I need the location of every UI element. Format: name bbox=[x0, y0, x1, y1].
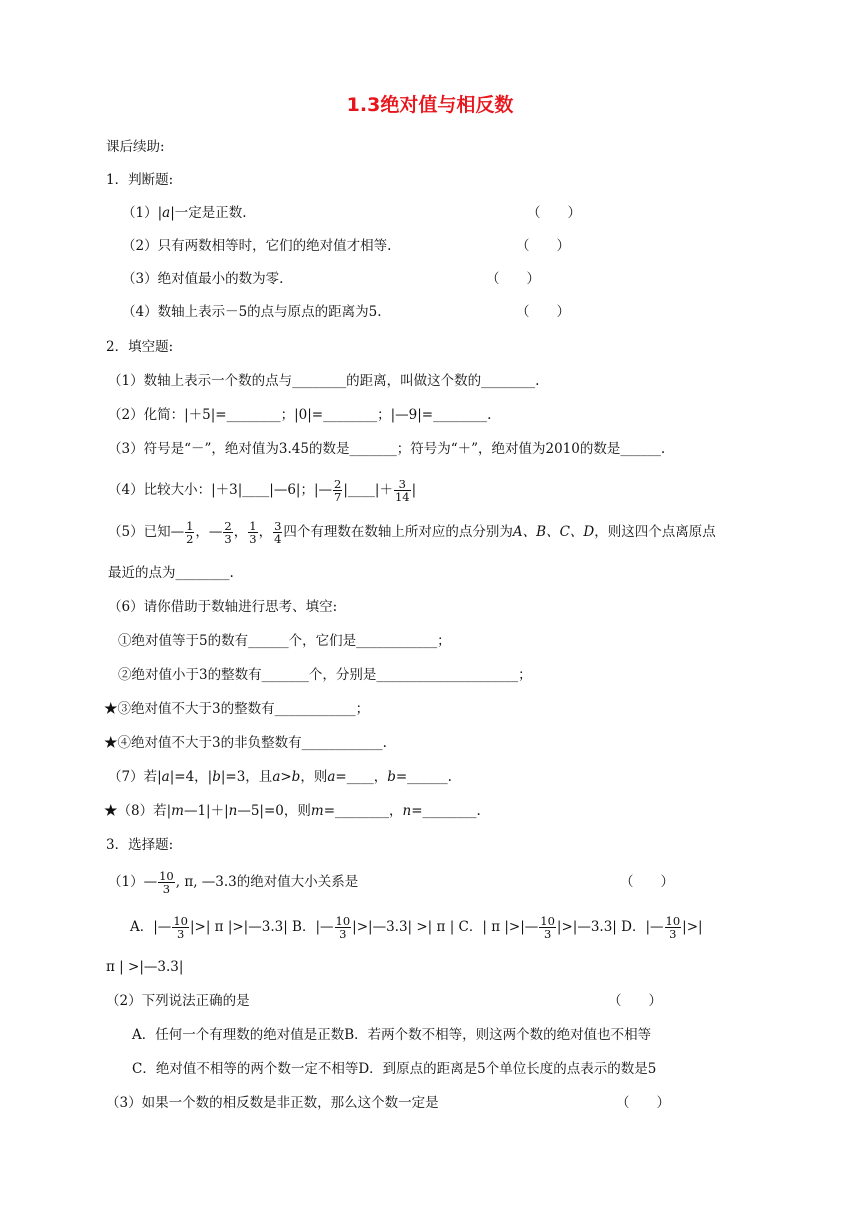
var-b: b bbox=[212, 769, 221, 785]
s2-q5-line2: 最近的点为________. bbox=[108, 565, 234, 581]
s2-q2: （2）化简：|＋5|=________；|0|=________；|—9|=________. bbox=[108, 407, 492, 423]
fraction-denominator: 4 bbox=[274, 532, 282, 546]
s2-q6-sub-2: ②绝对值小于3的整数有_______个，分别是_____________________； bbox=[118, 667, 532, 683]
s2-q7-text: （7）若| bbox=[108, 769, 162, 785]
s1-item-1-answer-paren[interactable]: （ ） bbox=[527, 205, 581, 221]
s1-item-4-answer-paren[interactable]: （ ） bbox=[516, 304, 570, 320]
fraction-numerator: 10 bbox=[159, 869, 174, 883]
fraction-3-14 bbox=[394, 478, 411, 503]
s2-q8 bbox=[104, 801, 481, 821]
fraction-10-3 bbox=[539, 915, 556, 940]
fraction-3-4 bbox=[273, 520, 282, 545]
page-title: 1.3绝对值与相反数 bbox=[346, 94, 514, 116]
var-n: n bbox=[402, 803, 412, 819]
fraction-10-3 bbox=[665, 915, 682, 940]
s2-q5-part-e: 四个有理数在数轴上所对应的点分别为 bbox=[283, 524, 513, 540]
s1-item-2: （2）只有两数相等时，它们的绝对值才相等. bbox=[122, 238, 392, 254]
fraction-numerator: 2 bbox=[224, 519, 232, 533]
s2-q6-sub-4: ★④绝对值不大于3的非负整数有____________. bbox=[104, 735, 387, 751]
s3-q1-text: （1）— bbox=[108, 874, 158, 890]
s1-item-2-answer-paren[interactable]: （ ） bbox=[516, 238, 570, 254]
fraction-numerator: 10 bbox=[540, 914, 555, 928]
fraction-2-3 bbox=[223, 520, 232, 545]
fraction-1-3 bbox=[248, 520, 257, 545]
fraction-denominator: 3 bbox=[176, 927, 185, 941]
var-m: m bbox=[310, 803, 324, 819]
s2-q5-part-f: ，则这四个点离原点 bbox=[594, 524, 716, 540]
section-2-heading: 2．填空题: bbox=[106, 339, 174, 355]
s2-q5-points: A、B、C、D bbox=[512, 524, 595, 540]
s3-q1-options bbox=[130, 910, 703, 944]
section-1-heading: 1．判断题: bbox=[106, 172, 174, 188]
section-3-heading: 3．选择题: bbox=[106, 837, 174, 853]
var-b: b bbox=[387, 769, 396, 785]
s3-q2-head: （2）下列说法正确的是 bbox=[106, 993, 250, 1009]
fraction-10-3 bbox=[335, 915, 352, 940]
s3-q1-text: , π, —3.3的绝对值大小关系是 bbox=[175, 874, 359, 890]
s3-q2-options-cd: C．绝对值不相等的两个数一定不相等D．到原点的距离是5个单位长度的点表示的数是5 bbox=[132, 1061, 657, 1077]
fraction-numerator: 2 bbox=[334, 477, 342, 491]
s2-q7-text: =______. bbox=[395, 769, 452, 785]
s2-q4-part-b: |____|＋ bbox=[343, 482, 393, 498]
var-a-gt-b: a>b bbox=[272, 769, 301, 785]
s2-q7-text: |=3，且 bbox=[220, 769, 273, 785]
s2-q4 bbox=[108, 473, 416, 507]
s2-q8-text: —1|＋| bbox=[183, 803, 229, 819]
s3-q2-answer-paren[interactable]: （ ） bbox=[608, 993, 662, 1009]
fraction-2-7 bbox=[333, 478, 342, 503]
s2-q5-part-c: ， bbox=[233, 524, 248, 540]
fraction-numerator: 10 bbox=[335, 914, 351, 928]
s2-q7-text: =____， bbox=[335, 769, 388, 785]
s1-item-3: （3）绝对值最小的数为零. bbox=[122, 271, 284, 287]
s2-q8-text: =________. bbox=[411, 803, 481, 819]
var-m: m bbox=[171, 803, 184, 819]
s2-q7 bbox=[108, 767, 452, 787]
fraction-10-3 bbox=[172, 915, 189, 940]
fraction-numerator: 10 bbox=[665, 914, 681, 928]
var-a: a bbox=[327, 769, 336, 785]
s2-q8-text: —5|=0，则 bbox=[237, 803, 311, 819]
option-d-text: |>| bbox=[682, 919, 703, 935]
s3-q1-options-wrap: π | >|—3.3| bbox=[106, 959, 184, 975]
s2-q1: （1）数轴上表示一个数的点与________的距离，叫做这个数的________. bbox=[108, 373, 540, 389]
fraction-denominator: 3 bbox=[249, 532, 257, 546]
s1-item-1 bbox=[122, 203, 247, 223]
s2-q7-text: |=4，| bbox=[169, 769, 213, 785]
fraction-denominator: 7 bbox=[334, 490, 342, 504]
intro-label: 课后续助: bbox=[106, 139, 165, 155]
fraction-denominator: 3 bbox=[339, 927, 347, 941]
fraction-1-2 bbox=[185, 520, 194, 545]
s1-item-1-var: a bbox=[162, 205, 171, 221]
s2-q5 bbox=[108, 515, 716, 549]
s2-q4-part-a: （4）比较大小：|＋3|____|—6|；|— bbox=[108, 482, 333, 498]
s2-q4-part-c: | bbox=[411, 482, 417, 498]
s2-q8-text: ★（8）若| bbox=[104, 803, 172, 819]
fraction-denominator: 3 bbox=[162, 882, 171, 896]
s1-item-4: （4）数轴上表示－5的点与原点的距离为5. bbox=[122, 304, 382, 320]
option-cd-text: |>|—3.3| D．|— bbox=[556, 919, 664, 935]
var-a: a bbox=[161, 769, 170, 785]
s2-q8-text: =________， bbox=[323, 803, 403, 819]
option-bc-text: |>|—3.3| >| π | C．| π |>|— bbox=[352, 919, 539, 935]
s3-q3-head: （3）如果一个数的相反数是非正数，那么这个数一定是 bbox=[106, 1095, 439, 1111]
s1-item-1-post: |一定是正数. bbox=[170, 205, 247, 221]
s2-q3: （3）符号是“－”，绝对值为3.45的数是_______；符号为“＋”，绝对值为2010的数是______. bbox=[108, 441, 666, 457]
s3-q1 bbox=[108, 865, 358, 899]
s2-q5-part-d: ， bbox=[258, 524, 273, 540]
fraction-numerator: 1 bbox=[186, 519, 194, 533]
s1-item-3-answer-paren[interactable]: （ ） bbox=[486, 271, 540, 287]
s2-q7-text: ，则 bbox=[300, 769, 328, 785]
s2-q6-sub-1: ①绝对值等于5的数有______个，它们是____________； bbox=[118, 633, 451, 649]
option-a-text: A．|— bbox=[130, 919, 172, 935]
s3-q3-answer-paren[interactable]: （ ） bbox=[616, 1095, 670, 1111]
fraction-denominator: 14 bbox=[394, 490, 410, 504]
s2-q6-head: （6）请你借助于数轴进行思考、填空: bbox=[108, 599, 338, 615]
fraction-denominator: 3 bbox=[543, 927, 552, 941]
option-ab-text: |>| π |>|—3.3| B．|— bbox=[189, 919, 334, 935]
fraction-numerator: 3 bbox=[274, 519, 282, 533]
s3-q1-answer-paren[interactable]: （ ） bbox=[620, 874, 674, 890]
fraction-numerator: 3 bbox=[394, 478, 411, 491]
s1-item-1-pre: （1）| bbox=[122, 205, 163, 221]
s2-q6-sub-3: ★③绝对值不大于3的整数有____________； bbox=[104, 701, 370, 717]
fraction-denominator: 2 bbox=[186, 532, 194, 546]
fraction-numerator: 1 bbox=[249, 519, 257, 533]
var-n: n bbox=[228, 803, 238, 819]
fraction-denominator: 3 bbox=[224, 532, 232, 546]
s3-q2-options-ab: A．任何一个有理数的绝对值是正数B．若两个数不相等，则这两个数的绝对值也不相等 bbox=[132, 1027, 652, 1043]
s2-q5-part-a: （5）已知— bbox=[108, 524, 185, 540]
s2-q5-part-b: ，— bbox=[195, 524, 223, 540]
fraction-numerator: 10 bbox=[173, 914, 188, 928]
fraction-denominator: 3 bbox=[669, 927, 677, 941]
fraction-10-3 bbox=[158, 870, 175, 895]
